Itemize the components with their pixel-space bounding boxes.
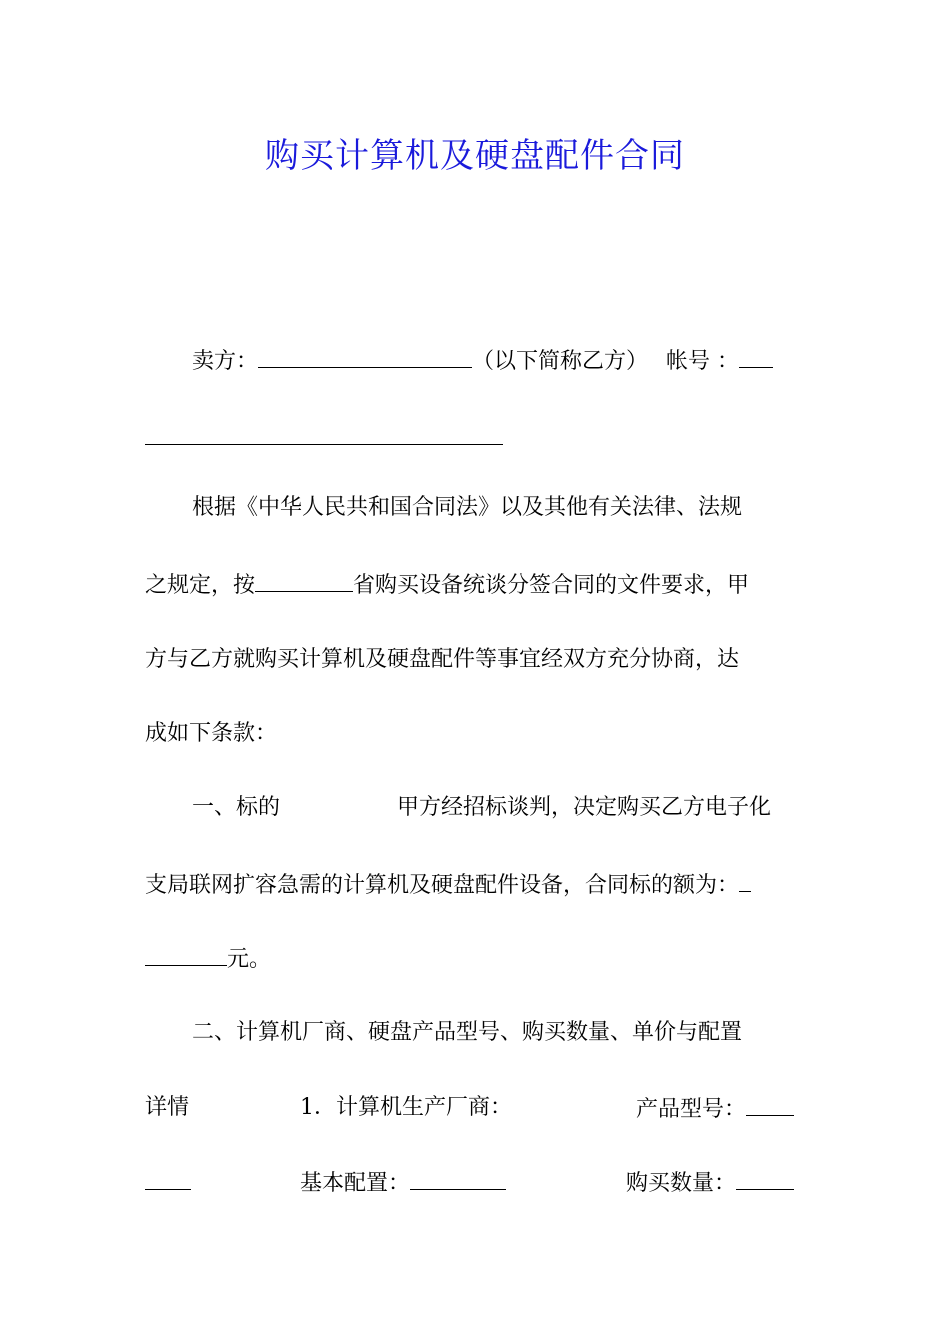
para1-line4: 成如下条款： [145,721,278,746]
model-field [636,1093,794,1125]
para1-line1: 根据《中华人民共和国合同法》以及其他有关法律、法规 [192,495,743,520]
para1-line3: 方与乙方就购买计算机及硬盘配件等事宜经双方充分协商，达 [145,647,740,672]
account-blank-start [739,345,773,368]
section1-line3 [145,943,271,975]
qty-blank [736,1167,794,1190]
account-label: 帐号 ： [666,349,740,374]
province-blank [255,569,353,592]
para1-line2-start: 之规定，按 [145,573,256,598]
section2-heading: 二、计算机厂商、硬盘产品型号、购买数量、单价与配置 [192,1020,743,1045]
amount-unit: 元。 [227,947,272,972]
config-field [300,1167,506,1199]
para1-line2-end: 省购买设备统谈分签合同的文件要求，甲 [353,573,750,598]
section1-line1: 甲方经招标谈判，决定购买乙方电子化 [397,795,772,820]
item1-label: 1．计算机生产厂商： [300,1095,512,1120]
section1-line2 [145,869,751,901]
seller-note: （以下简称乙方） [472,349,649,374]
qty-label: 购买数量： [626,1171,737,1196]
model-label: 产品型号： [636,1097,747,1122]
section1-line2-text: 支局联网扩容急需的计算机及硬盘配件设备，合同标的额为： [145,873,740,898]
config-blank [410,1167,506,1190]
qty-field [626,1167,794,1199]
config-label: 基本配置： [300,1171,411,1196]
amount-blank-start [739,869,751,892]
amount-blank-end [145,943,227,966]
para1-line2 [145,569,749,601]
seller-line [192,345,773,377]
section1-heading: 一、标的 [192,795,281,820]
model-blank-end-line [145,1167,191,1199]
seller-label: 卖方： [192,349,259,374]
model-blank-start [746,1093,794,1116]
model-blank-end [145,1167,191,1190]
account-blank-continued [145,444,503,445]
details-label: 详情 [145,1095,190,1120]
seller-blank [258,345,472,368]
document-title: 购买计算机及硬盘配件合同 [265,136,685,176]
